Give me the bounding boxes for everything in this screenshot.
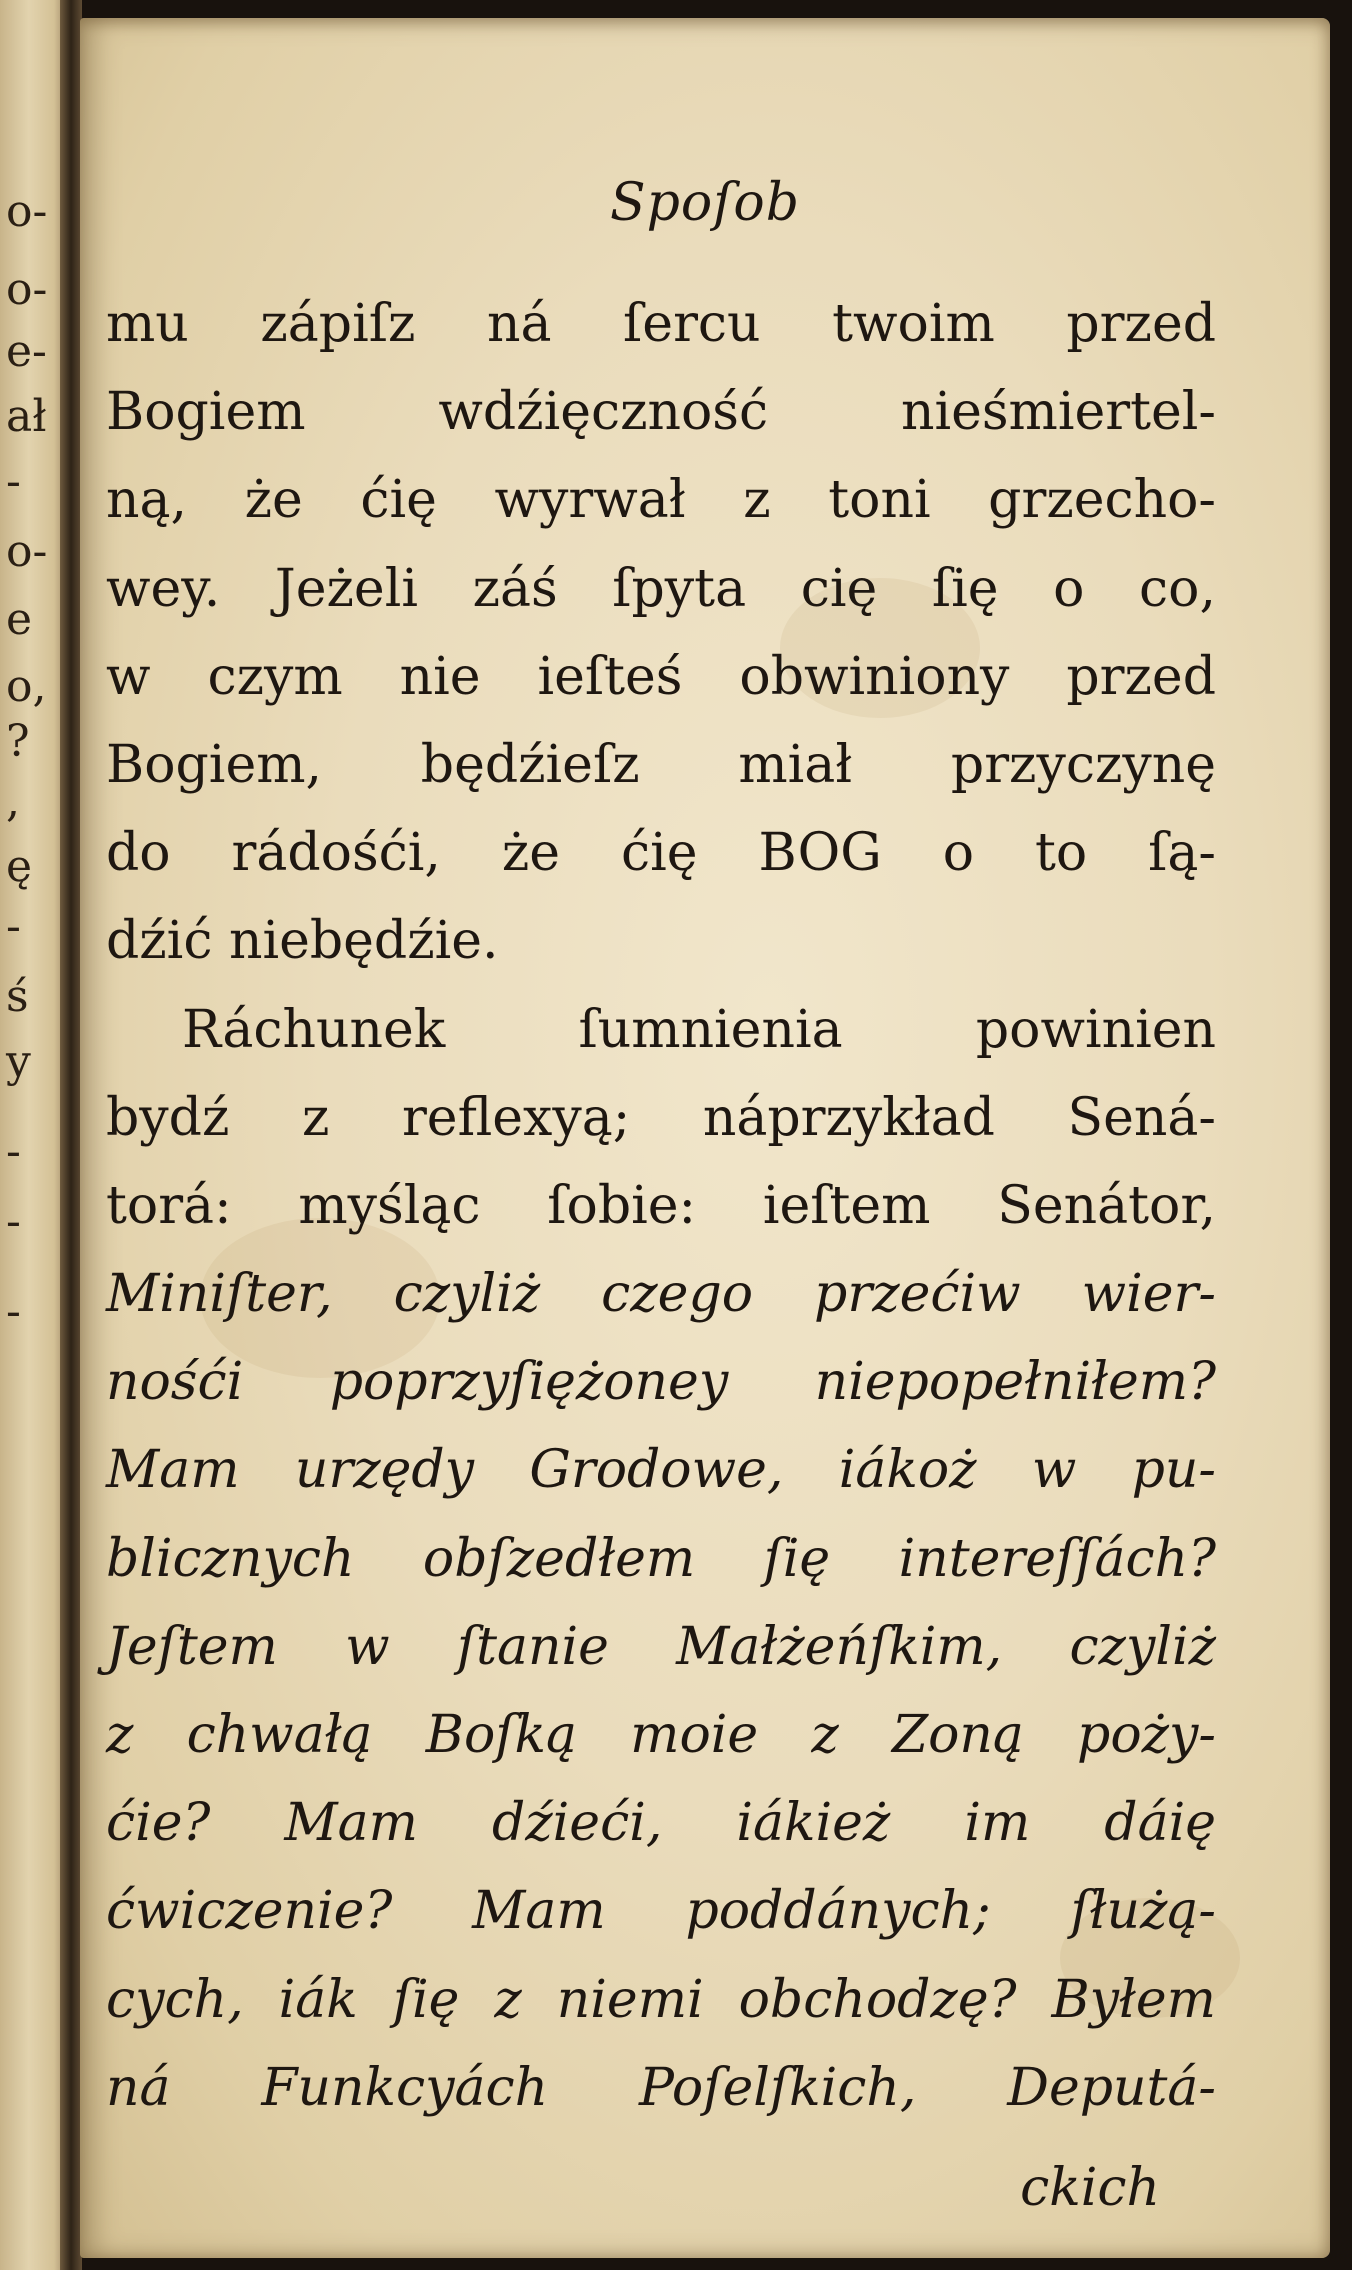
- edge-fragment: ś: [6, 971, 29, 1022]
- edge-fragment: -: [6, 1286, 21, 1337]
- text-line: ną, że ćię wyrwał z toni grzecho-: [106, 470, 1216, 531]
- text-line: z chwałą Boſką moie z Zoną poży-: [106, 1705, 1216, 1765]
- text-line: Bogiem wdźięczność nieśmiertel-: [106, 382, 1216, 443]
- text-line: ćwiczenie? Mam poddánych; ſłużą-: [106, 1881, 1216, 1942]
- text-line: cych, iák ſię z niemi obchodzę? Byłem: [106, 1969, 1216, 2030]
- edge-fragment: y: [6, 1036, 31, 1087]
- catchword: ckich: [1020, 2158, 1160, 2218]
- text-line: Bogiem, będźieſz miał przyczynę: [106, 734, 1216, 795]
- text-line: Miniſter, czyliż czego przećiw wier-: [106, 1264, 1216, 1325]
- text-line: ćie? Mam dźieći, iákież im dáię: [106, 1793, 1216, 1854]
- book-gutter: [60, 0, 82, 2270]
- text-line: do rádośći, że ćię BOG o to ſą-: [106, 823, 1216, 884]
- edge-fragment: ał: [6, 391, 47, 442]
- edge-fragment: -: [6, 1196, 21, 1247]
- text-line: wey. Jeżeli záś ſpyta cię ſię o co,: [106, 558, 1216, 619]
- text-line: dźić niebędźie.: [106, 911, 499, 972]
- edge-fragment: -: [6, 901, 21, 952]
- edge-fragment: o-: [6, 264, 48, 315]
- edge-fragment: o-: [6, 186, 48, 237]
- edge-fragment: o-: [6, 526, 48, 577]
- text-line: ná Funkcyách Poſelſkich, Deputá-: [106, 2057, 1216, 2118]
- text-line: bydź z reflexyą; náprzykład Sená-: [106, 1087, 1216, 1148]
- edge-fragment: ?: [6, 716, 30, 767]
- edge-fragment: e: [6, 594, 33, 645]
- text-line: blicznych obſzedłem ſię intereſſách?: [106, 1528, 1216, 1589]
- edge-fragment: ,: [6, 776, 20, 827]
- text-line: torá: myśląc ſobie: ieſtem Senátor,: [106, 1175, 1216, 1236]
- page-body-text: [106, 280, 1216, 2132]
- text-line: mu zápiſz ná ſercu twoim przed: [106, 294, 1216, 354]
- running-head: Spoſob: [609, 173, 801, 233]
- text-line: nośći poprzyſiężoney niepopełniłem?: [106, 1352, 1216, 1413]
- edge-fragment: -: [6, 456, 21, 507]
- text-line: Ráchunek ſumnienia powinien: [182, 999, 1216, 1060]
- edge-fragment: e-: [6, 326, 47, 377]
- edge-fragment: -: [6, 1126, 21, 1177]
- text-line: w czym nie ieſteś obwiniony przed: [106, 646, 1216, 707]
- book-page: [80, 18, 1330, 2258]
- text-line: Jeſtem w ſtanie Małżeńſkim, czyliż: [106, 1616, 1216, 1677]
- text-line: Mam urzędy Grodowe, iákoż w pu-: [106, 1440, 1216, 1501]
- edge-fragment: ę: [6, 841, 33, 892]
- edge-fragment: o,: [6, 661, 47, 712]
